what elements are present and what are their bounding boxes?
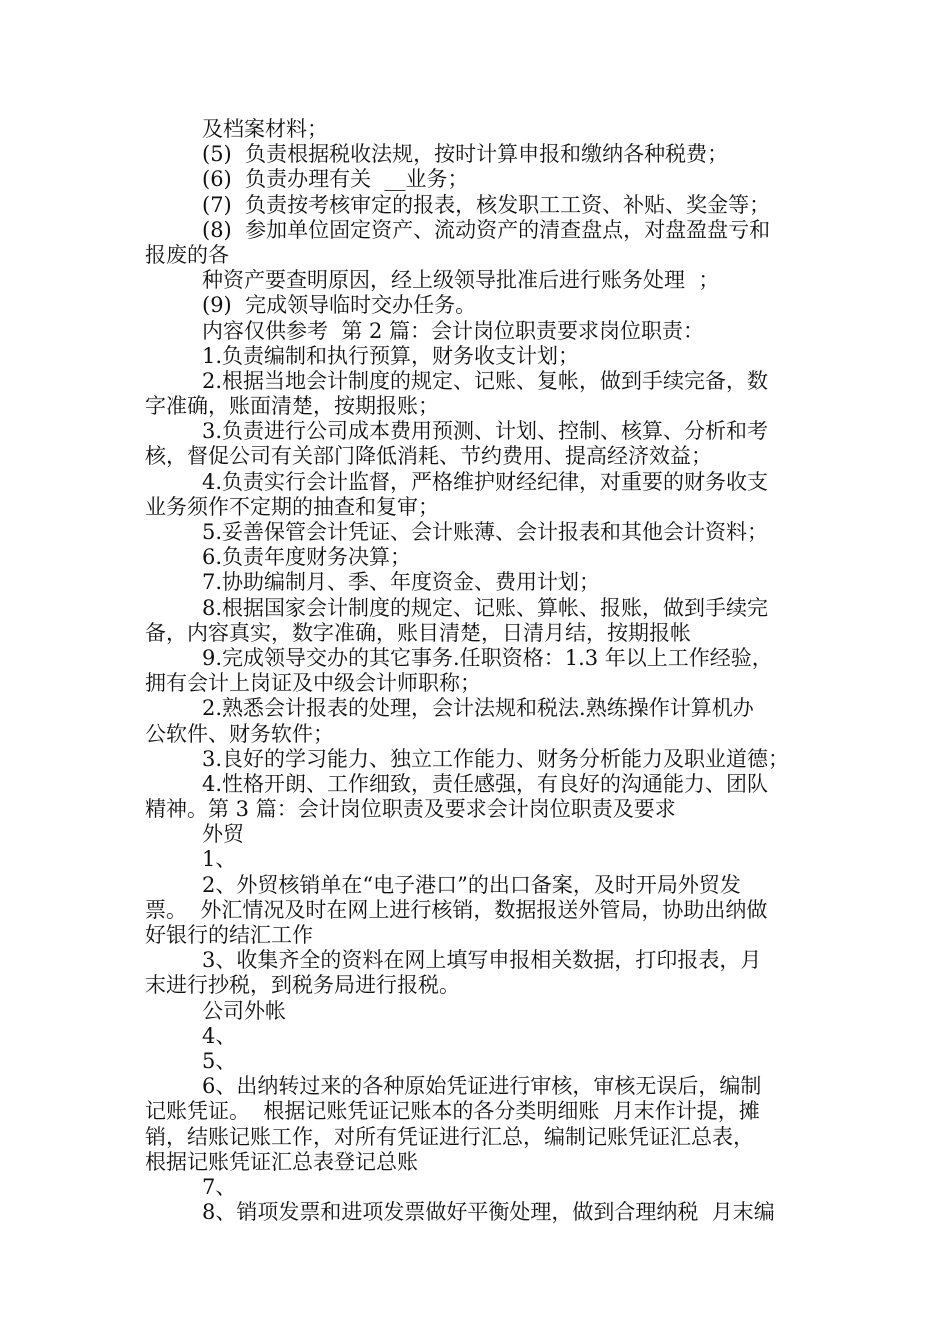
text-line: 6、出纳转过来的各种原始凭证进行审核，审核无误后，编制 (202, 1074, 762, 1099)
text-line: 5、 (202, 1048, 237, 1073)
text-line: 9.完成领导交办的其它事务.任职资格：1.3 年以上工作经验， (202, 645, 773, 670)
text-line: 销，结账记账工作，对所有凭证进行汇总，编制记账凭证汇总表， (145, 1124, 754, 1149)
text-line: 3、收集齐全的资料在网上填写申报相关数据，打印报表，月 (202, 948, 762, 973)
text-line: 外贸 (202, 822, 244, 847)
text-line: 4、 (202, 1023, 237, 1048)
text-line: 好银行的结汇工作 (145, 923, 313, 947)
text-line: 8.根据国家会计制度的规定、记账、算帐、报账，做到手续完 (202, 595, 769, 620)
text-line: (7) 负责按考核审定的报表，核发职工工资、补贴、奖金等； (202, 192, 771, 217)
text-line: 及档案材料； (202, 117, 328, 141)
text-line: 公软件、财务软件； (145, 721, 334, 746)
text-line: 7.协助编制月、季、年度资金、费用计划； (202, 570, 601, 595)
text-line: 5.妥善保管会计凭证、会计账薄、会计报表和其他会计资料； (202, 520, 769, 544)
text-line: 业务须作不定期的抽查和复审； (145, 494, 439, 519)
text-line: 1、 (202, 847, 237, 872)
text-line: 2.熟悉会计报表的处理，会计法规和税法.熟练操作计算机办 (202, 696, 754, 721)
text-line: 核，督促公司有关部门降低消耗、节约费用、提高经济效益； (145, 444, 712, 469)
text-line: 报废的各 (145, 242, 229, 267)
text-line: 8、销项发票和进项发票做好平衡处理，做到合理纳税 月末编 (202, 1200, 775, 1225)
text-line: 2、外贸核销单在“电子港口”的出口备案，及时开局外贸发 (202, 872, 741, 897)
text-line: 4.负责实行会计监督，严格维护财经纪律，对重要的财务收支 (202, 469, 769, 494)
text-line: 备，内容真实，数字准确，账目清楚，日清月结，按期报帐 (145, 620, 691, 645)
text-line: 种资产要查明原因，经上级领导批准后进行账务处理 ； (202, 268, 720, 293)
text-line: 7、 (202, 1174, 237, 1199)
text-line: (5) 负责根据税收法规，按时计算申报和缴纳各种税费； (202, 142, 729, 167)
text-line: 内容仅供参考 第 2 篇：会计岗位职责要求岗位职责： (202, 318, 705, 343)
text-line: 根据记账凭证汇总表登记总账 (145, 1149, 418, 1174)
text-line: (6) 负责办理有关 __业务； (202, 167, 469, 192)
text-line: 3.负责进行公司成本费用预测、计划、控制、核算、分析和考 (202, 419, 769, 444)
text-line: 6.负责年度财务决算； (202, 545, 412, 570)
text-line: (8) 参加单位固定资产、流动资产的清查盘点，对盘盈盘亏和 (202, 217, 771, 242)
text-line: 精神。第 3 篇：会计岗位职责及要求会计岗位职责及要求 (145, 797, 676, 822)
text-line: (9) 完成领导临时交办任务。 (202, 293, 477, 318)
text-line: 1.负责编制和执行预算，财务收支计划； (202, 343, 580, 368)
text-line: 拥有会计上岗证及中级会计师职称； (145, 671, 481, 696)
text-line: 公司外帐 (202, 998, 286, 1023)
document-body (145, 117, 825, 1225)
text-line: 末进行抄税，到税务局进行报税。 (145, 973, 460, 998)
text-line: 字准确，账面清楚，按期报账； (145, 394, 439, 419)
text-line: 票。 外汇情况及时在网上进行核销，数据报送外管局，协助出纳做 (145, 897, 768, 922)
text-line: 记账凭证。 根据记账凭证记账本的各分类明细账 月末作计提，摊 (145, 1099, 760, 1124)
text-line: 2.根据当地会计制度的规定、记账、复帐，做到手续完备，数 (202, 368, 769, 393)
text-line: 3.良好的学习能力、独立工作能力、财务分析能力及职业道德； (202, 746, 790, 771)
text-line: 4.性格开朗、工作细致，责任感强，有良好的沟通能力、团队 (202, 771, 769, 796)
